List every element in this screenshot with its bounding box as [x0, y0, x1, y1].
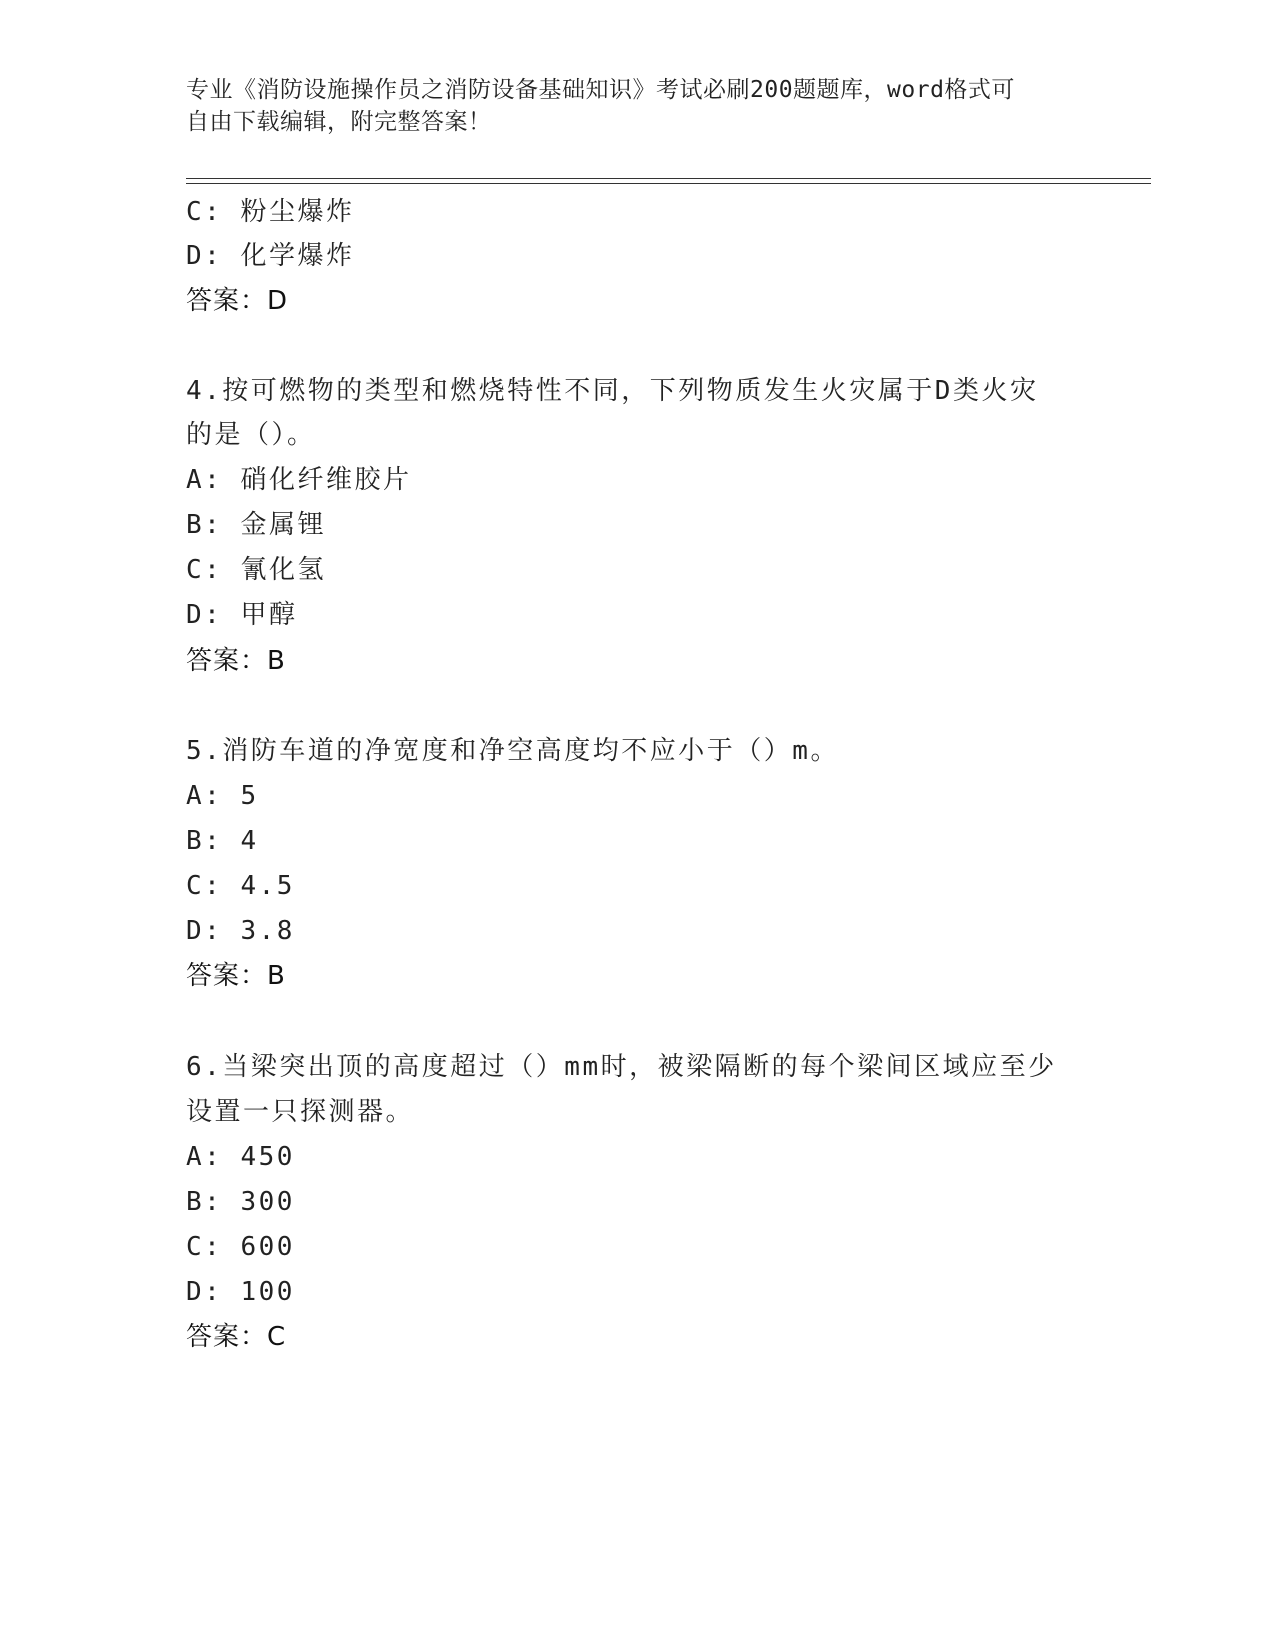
q5-option-a: A: 5: [186, 781, 259, 811]
q6-stem-line-2: 设置一只探测器。: [186, 1097, 415, 1127]
q4-option-a: A: 硝化纤维胶片: [186, 465, 412, 495]
q5-option-b: B: 4: [186, 826, 259, 856]
q4-option-b: B: 金属锂: [186, 510, 326, 540]
q5-answer: 答案：B: [186, 961, 286, 991]
document-header: [186, 74, 1066, 138]
q6-option-c: C: 600: [186, 1232, 295, 1262]
q6-option-d: D: 100: [186, 1277, 295, 1307]
q6-option-a: A: 450: [186, 1142, 295, 1172]
q4-option-c: C: 氰化氢: [186, 555, 326, 585]
q3-option-d: D: 化学爆炸: [186, 241, 355, 271]
q3-option-c: C: 粉尘爆炸: [186, 197, 355, 227]
q5-option-d: D: 3.8: [186, 916, 295, 946]
q6-stem-line-1: 6.当梁突出顶的高度超过（）mm时，被梁隔断的每个梁间区域应至少: [186, 1052, 1057, 1082]
q5-stem-line-1: 5.消防车道的净宽度和净空高度均不应小于（）m。: [186, 736, 839, 766]
q6-option-b: B: 300: [186, 1187, 295, 1217]
header-divider-bottom: [186, 183, 1151, 184]
q4-answer: 答案：B: [186, 646, 286, 676]
q3-answer: 答案：D: [186, 286, 289, 316]
header-line-2: 自由下载编辑，附完整答案！: [186, 109, 492, 135]
header-divider-top: [186, 178, 1151, 179]
header-line-1: 专业《消防设施操作员之消防设备基础知识》考试必刷200题题库，word格式可: [186, 77, 1015, 103]
q4-option-d: D: 甲醇: [186, 600, 298, 630]
q6-answer: 答案：C: [186, 1322, 287, 1352]
q4-stem-line-1: 4.按可燃物的类型和燃烧特性不同，下列物质发生火灾属于D类火灾: [186, 376, 1039, 406]
q5-option-c: C: 4.5: [186, 871, 295, 901]
q4-stem-line-2: 的是（）。: [186, 420, 316, 450]
